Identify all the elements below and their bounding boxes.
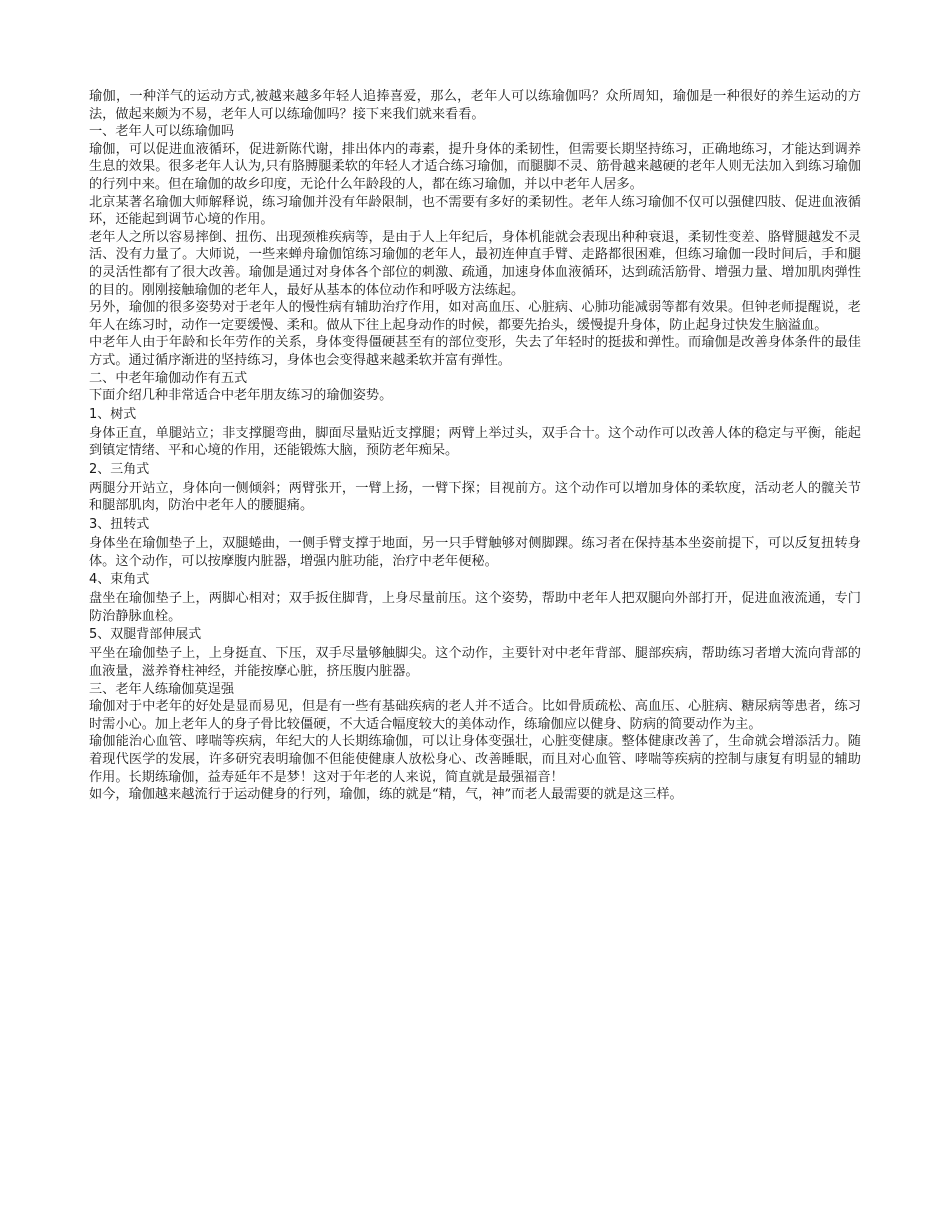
section-3-paragraph-3: 如今，瑜伽越来越流行于运动健身的行列，瑜伽，练的就是“精，气，神”而老人最需要的就是这三样。 (89, 787, 683, 803)
intro-paragraph: 瑜伽，一种洋气的运动方式,被越来越多年轻人追捧喜爱，那么，老年人可以练瑜伽吗？众所周知，瑜伽是一种很好的养生运动的方法，做起来颇为不易，老年人可以练瑜伽吗？接下来我们就来看看。 (89, 89, 861, 122)
pose-4-text: 盘坐在瑜伽垫子上，两脚心相对；双手扳住脚背，上身尽量前压。这个姿势，帮助中老年人把双腿向外部打开，促进血液流通，专门防治静脉血栓。 (89, 591, 861, 624)
section-1-heading: 一、老年人可以练瑜伽吗 (89, 124, 235, 140)
pose-3-text: 身体坐在瑜伽垫子上，双腿蜷曲，一侧手臂支撑于地面，另一只手臂触够对侧脚踝。练习者在保持基本坐姿前提下，可以反复扭转身体。这个动作，可以按摩腹内脏器，增强内脏功能，治疗中老年便秘。 (89, 536, 861, 569)
pose-5-title: 5、双腿背部伸展式 (89, 627, 202, 643)
pose-3-title: 3、扭转式 (89, 517, 150, 533)
section-2-heading: 二、中老年瑜伽动作有五式 (89, 370, 248, 386)
section-1-paragraph-1: 瑜伽，可以促进血液循环，促进新陈代谢，排出体内的毒素，提升身体的柔韧性，但需要长期坚持练习，正确地练习，才能达到调养生息的效果。很多老年人认为,只有胳膊腿柔软的年轻人才适合练习瑜伽，而腿脚不灵、筋骨越来越硬的老年人则无法加入到练习瑜伽的行列中来。但在瑜伽的故乡印度，无论什么年龄段的人，都在练习瑜伽，并以中老年人居多。 (89, 141, 861, 192)
section-1-paragraph-4: 另外，瑜伽的很多姿势对于老年人的慢性病有辅助治疗作用，如对高血压、心脏病、心肺功能减弱等都有效果。但钟老师提醒说，老年人在练习时，动作一定要缓慢、柔和。做从下往上起身动作的时候，都要先抬头，缓慢提升身体，防止起身过快发生脑溢血。 (89, 300, 861, 333)
document-page (89, 88, 861, 804)
pose-1-text: 身体正直，单腿站立；非支撑腿弯曲，脚面尽量贴近支撑腿；两臂上举过头，双手合十。这个动作可以改善人体的稳定与平衡，能起到镇定情绪、平和心境的作用，还能锻炼大脑，预防老年痴呆。 (89, 425, 861, 459)
pose-2-text: 两腿分开站立，身体向一侧倾斜；两臂张开，一臂上扬，一臂下探；目视前方。这个动作可以增加身体的柔软度，活动老人的髋关节和腿部肌肉，防治中老年人的腰腿痛。 (89, 480, 861, 514)
pose-5-text: 平坐在瑜伽垫子上，上身挺直、下压，双手尽量够触脚尖。这个动作，主要针对中老年背部、腿部疾病，帮助练习者增大流向背部的血液量，滋养脊柱神经，并能按摩心脏，挤压腹内脏器。 (89, 646, 861, 680)
section-3-paragraph-1: 瑜伽对于中老年的好处是显而易见，但是有一些有基础疾病的老人并不适合。比如骨质疏松、高血压、心脏病、糖尿病等患者，练习时需小心。加上老年人的身子骨比较僵硬，不大适合幅度较大的美体动作，练瑜伽应以健身、防病的简要动作为主。 (89, 699, 861, 732)
section-1-paragraph-2: 北京某著名瑜伽大师解释说，练习瑜伽并没有年龄限制，也不需要有多好的柔韧性。老年人练习瑜伽不仅可以强健四肢、促进血液循环，还能起到调节心境的作用。 (89, 194, 861, 228)
pose-4-title: 4、束角式 (89, 572, 150, 588)
pose-2-title: 2、三角式 (89, 461, 150, 477)
section-3-paragraph-2: 瑜伽能治心血管、哮喘等疾病，年纪大的人长期练瑜伽，可以让身体变强壮，心脏变健康。整体健康改善了，生命就会增添活力。随着现代医学的发展，许多研究表明瑜伽不但能使健康人放松身心、改善睡眠，而且对心血管、哮喘等疾病的控制与康复有明显的辅助作用。长期练瑜伽，益寿延年不是梦！这对于年老的人来说，简直就是最强福音！ (89, 734, 861, 785)
section-1-paragraph-3: 老年人之所以容易摔倒、扭伤、出现颈椎疾病等，是由于人上年纪后，身体机能就会表现出种种衰退，柔韧性变差、胳臂腿越发不灵活、没有力量了。大师说，一些来蝉舟瑜伽馆练习瑜伽的老年人，最初连伸直手臂、走路都很困难，但练习瑜伽一段时间后，手和腿的灵活性都有了很大改善。瑜伽是通过对身体各个部位的刺激、疏通，加速身体血液循环，达到疏活筋骨、增强力量、增加肌肉弹性的目的。刚刚接触瑜伽的老年人，最好从基本的体位动作和呼吸方法练起。 (89, 229, 861, 298)
section-2-intro: 下面介绍几种非常适合中老年朋友练习的瑜伽姿势。 (89, 388, 393, 404)
pose-1-title: 1、树式 (89, 406, 137, 422)
section-1-paragraph-5: 中老年人由于年龄和长年劳作的关系，身体变得僵硬甚至有的部位变形，失去了年轻时的挺拔和弹性。而瑜伽是改善身体条件的最佳方式。通过循序渐进的坚持练习，身体也会变得越来越柔软并富有弹性。 (89, 335, 861, 368)
section-3-heading: 三、老年人练瑜伽莫逞强 (89, 681, 235, 697)
